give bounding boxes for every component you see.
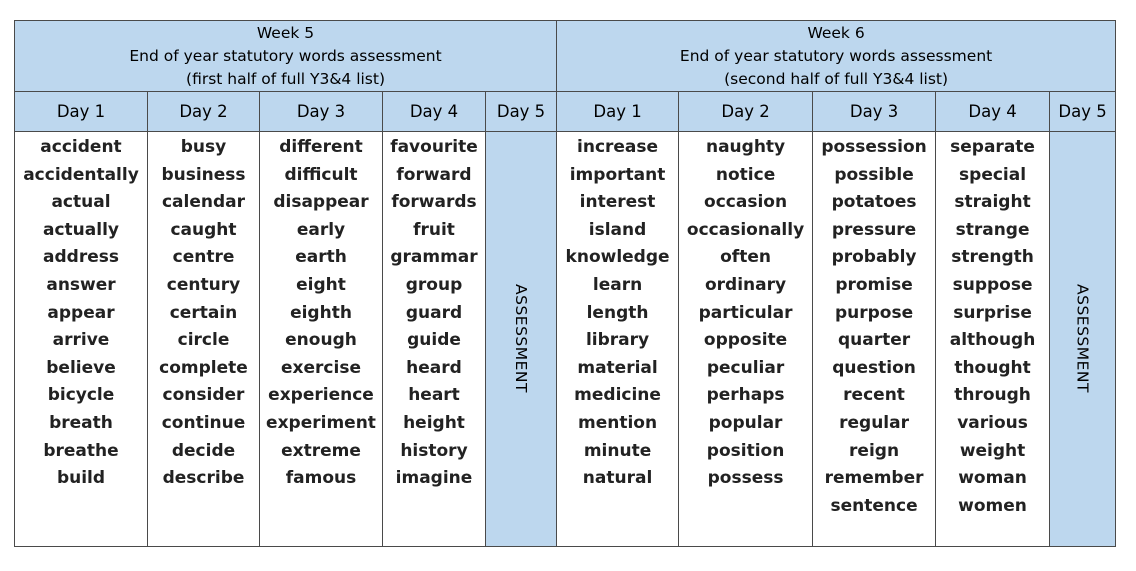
week-6-day-3-words	[813, 132, 936, 547]
spelling-word: grammar	[390, 247, 478, 268]
week-6-day-2-words	[679, 132, 813, 547]
spelling-word: eighth	[290, 302, 352, 323]
week-6-day-4-words	[936, 132, 1050, 547]
week-6-title: Week 6	[807, 23, 865, 42]
spelling-word: calendar	[161, 192, 246, 213]
spelling-word: purpose	[834, 302, 914, 323]
week-6-day-3-header: Day 3	[813, 92, 936, 132]
spelling-word: perhaps	[706, 385, 785, 406]
spelling-word: position	[706, 440, 785, 461]
spelling-word: build	[56, 468, 106, 489]
week-5-day-4-words	[383, 132, 486, 547]
spelling-word: probably	[831, 247, 917, 268]
spelling-word: breathe	[43, 440, 119, 461]
spelling-word: describe	[162, 468, 245, 489]
spelling-word: strength	[951, 247, 1034, 268]
spelling-word: recent	[843, 385, 905, 406]
spelling-word: peculiar	[706, 357, 785, 378]
spelling-word: possible	[834, 164, 914, 185]
spelling-word: history	[400, 440, 468, 461]
spelling-word: famous	[285, 468, 357, 489]
spelling-word: busy	[180, 137, 227, 157]
week-5-day-2-words	[148, 132, 260, 547]
spelling-word: decide	[171, 440, 236, 461]
week-5-day-1-header: Day 1	[15, 92, 148, 132]
spelling-word: continue	[161, 412, 246, 433]
spelling-word: pressure	[831, 219, 917, 240]
spelling-word: women	[958, 495, 1027, 516]
spelling-word: arrive	[52, 330, 110, 351]
spelling-word: heart	[408, 385, 460, 406]
spelling-word: minute	[583, 440, 652, 461]
spelling-word: mention	[578, 412, 658, 433]
spelling-word: earth	[295, 247, 347, 268]
spelling-word: occasionally	[686, 219, 805, 240]
spelling-word: remember	[824, 468, 924, 489]
spelling-word: interest	[579, 192, 656, 213]
spelling-word: suppose	[952, 274, 1033, 295]
week-5-assessment-cell	[486, 132, 557, 547]
spelling-word: possess	[707, 468, 784, 489]
week-6-day-4-header: Day 4	[936, 92, 1050, 132]
spelling-word: popular	[708, 412, 783, 433]
spelling-word: imagine	[395, 468, 473, 489]
spelling-word: answer	[46, 274, 116, 295]
spelling-word: promise	[835, 274, 913, 295]
spelling-word: length	[586, 302, 649, 323]
spelling-word: accident	[40, 137, 122, 157]
spelling-word: through	[954, 385, 1031, 406]
spelling-word: extreme	[281, 440, 361, 461]
spelling-word: increase	[577, 137, 659, 157]
spelling-word: possession	[821, 137, 927, 157]
day-header-row	[15, 92, 1116, 132]
week-header-row	[15, 21, 1116, 92]
week-5-subtitle: End of year statutory words assessment	[129, 46, 442, 65]
spelling-word: experience	[268, 385, 374, 406]
week-5-note: (first half of full Y3&4 list)	[186, 69, 386, 88]
spelling-word: bicycle	[47, 385, 115, 406]
spelling-word: enough	[285, 330, 357, 351]
spelling-word: believe	[46, 357, 116, 378]
spelling-word: heard	[406, 357, 462, 378]
spelling-word: address	[43, 247, 119, 268]
week-5-header	[15, 21, 557, 92]
spelling-word: actual	[51, 192, 111, 213]
spelling-word: early	[296, 219, 346, 240]
spelling-word: group	[405, 274, 463, 295]
spelling-word: woman	[958, 468, 1027, 489]
spelling-word: thought	[954, 357, 1031, 378]
spelling-word: eight	[296, 274, 346, 295]
spelling-word: separate	[950, 137, 1035, 157]
spelling-word: centre	[172, 247, 235, 268]
spelling-word: often	[720, 247, 771, 268]
spelling-word: material	[577, 357, 658, 378]
spelling-word: learn	[592, 274, 643, 295]
spelling-word: naughty	[705, 137, 786, 157]
week-5-day-4-header: Day 4	[383, 92, 486, 132]
spelling-word: height	[403, 412, 465, 433]
week-6-day-1-header: Day 1	[557, 92, 679, 132]
week-6-day-2-header: Day 2	[679, 92, 813, 132]
week-5-assessment-label: ASSESSMENT	[512, 284, 531, 393]
week-6-assessment-cell	[1050, 132, 1116, 547]
spelling-word: natural	[582, 468, 653, 489]
spelling-word: special	[959, 164, 1027, 185]
spelling-word: business	[161, 164, 246, 185]
week-5-day-5-header: Day 5	[486, 92, 557, 132]
week-6-subtitle: End of year statutory words assessment	[679, 46, 993, 65]
spelling-schedule-table	[14, 20, 1116, 547]
spelling-word: complete	[159, 357, 248, 378]
spelling-word: particular	[698, 302, 793, 323]
spelling-word: regular	[839, 412, 909, 433]
week-5-day-3-header: Day 3	[260, 92, 383, 132]
spelling-word: forward	[396, 164, 472, 185]
spelling-word: difficult	[284, 164, 358, 185]
spelling-word: weight	[959, 440, 1026, 461]
spelling-word: consider	[162, 385, 245, 406]
spelling-word: favourite	[390, 137, 478, 157]
spelling-word: island	[588, 219, 647, 240]
spelling-word: strange	[955, 219, 1030, 240]
spelling-word: straight	[954, 192, 1031, 213]
spelling-word: forwards	[391, 192, 477, 213]
spelling-word: guard	[405, 302, 463, 323]
spelling-word: guide	[407, 330, 461, 351]
spelling-word: reign	[849, 440, 900, 461]
spelling-word: disappear	[273, 192, 369, 213]
spelling-word: library	[585, 330, 650, 351]
spelling-word: various	[957, 412, 1028, 433]
spelling-word: different	[279, 137, 363, 157]
spelling-word: certain	[169, 302, 238, 323]
spelling-word: knowledge	[565, 247, 670, 268]
week-6-assessment-label: ASSESSMENT	[1073, 284, 1092, 393]
week-6-header	[557, 21, 1116, 92]
spelling-word: surprise	[953, 302, 1032, 323]
spelling-word: century	[166, 274, 241, 295]
spelling-word: fruit	[413, 219, 455, 240]
spelling-word: potatoes	[831, 192, 917, 213]
spelling-word: sentence	[830, 495, 918, 516]
spelling-word: experiment	[266, 412, 376, 433]
week-6-note: (second half of full Y3&4 list)	[724, 69, 949, 88]
spelling-word: occasion	[704, 192, 788, 213]
word-list-row	[15, 132, 1116, 547]
spelling-word: opposite	[703, 330, 788, 351]
week-6-day-1-words	[557, 132, 679, 547]
week-5-title: Week 5	[256, 23, 315, 42]
week-5-day-3-words	[260, 132, 383, 547]
spelling-word: important	[569, 164, 666, 185]
spelling-word: breath	[49, 412, 113, 433]
spelling-word: ordinary	[704, 274, 787, 295]
spelling-word: medicine	[574, 385, 661, 406]
spelling-word: caught	[170, 219, 237, 240]
spelling-word: question	[832, 357, 916, 378]
spelling-word: notice	[715, 164, 776, 185]
spelling-word: although	[949, 330, 1036, 351]
spelling-word: actually	[43, 219, 119, 240]
spelling-word: exercise	[281, 357, 361, 378]
week-5-day-2-header: Day 2	[148, 92, 260, 132]
spelling-word: accidentally	[23, 164, 139, 185]
spelling-word: appear	[47, 302, 115, 323]
spelling-word: quarter	[837, 330, 911, 351]
week-5-day-1-words	[15, 132, 148, 547]
spelling-word: circle	[177, 330, 230, 351]
week-6-day-5-header: Day 5	[1050, 92, 1116, 132]
